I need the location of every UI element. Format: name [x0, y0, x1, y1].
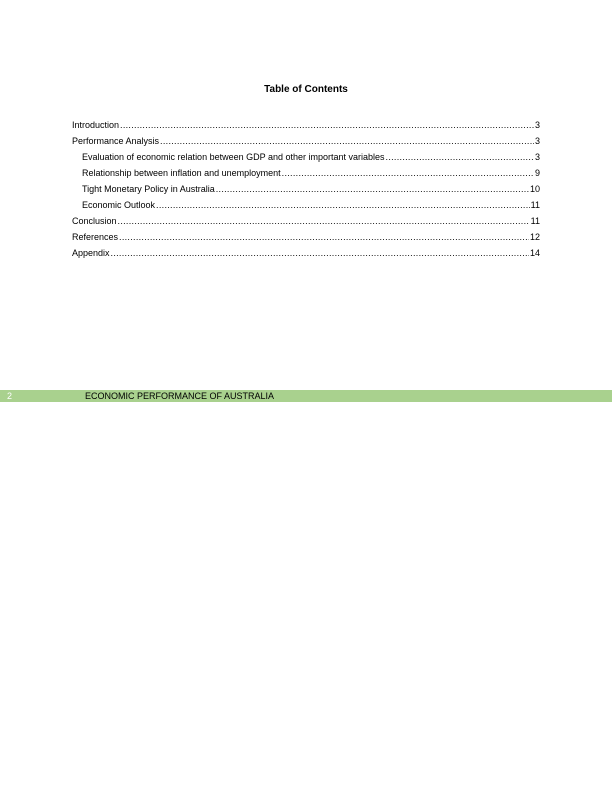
- toc-entry-label: References: [72, 232, 119, 242]
- toc-entry-introduction[interactable]: [72, 115, 540, 131]
- toc-entry-references[interactable]: [72, 227, 540, 243]
- toc-leader-dots: [120, 120, 534, 131]
- toc-entry-page: 11: [530, 216, 540, 226]
- footer-running-title: ECONOMIC PERFORMANCE OF AUSTRALIA: [85, 391, 275, 401]
- toc-entry-gdp-evaluation[interactable]: [72, 147, 540, 163]
- toc-leader-dots: [119, 232, 529, 243]
- toc-entry-economic-outlook[interactable]: [72, 195, 540, 211]
- toc-leader-dots: [111, 248, 529, 259]
- toc-entry-page: 11: [530, 200, 540, 210]
- toc-entry-appendix[interactable]: [72, 243, 540, 259]
- toc-entry-performance-analysis[interactable]: [72, 131, 540, 147]
- toc-entry-page: 3: [534, 136, 540, 146]
- toc-leader-dots: [282, 168, 534, 179]
- toc-entry-label: Appendix: [72, 248, 110, 258]
- toc-leader-dots: [386, 152, 534, 163]
- toc-leader-dots: [216, 184, 529, 195]
- toc-entry-page: 3: [534, 120, 540, 130]
- toc-entry-label: Introduction: [72, 120, 120, 130]
- toc-entry-label: Tight Monetary Policy in Australia: [82, 184, 215, 194]
- toc-leader-dots: [160, 136, 534, 147]
- toc-entry-label: Relationship between inflation and unemployment: [82, 168, 281, 178]
- footer-page-number: 2: [7, 391, 13, 401]
- toc-entry-label: Conclusion: [72, 216, 117, 226]
- toc-entry-page: 9: [534, 168, 540, 178]
- toc-entry-conclusion[interactable]: [72, 211, 540, 227]
- toc-entry-page: 10: [529, 184, 540, 194]
- toc-entry-inflation-unemployment[interactable]: [72, 163, 540, 179]
- toc-leader-dots: [118, 216, 530, 227]
- toc-entry-label: Economic Outlook: [82, 200, 156, 210]
- toc-title: Table of Contents: [264, 84, 348, 95]
- page-footer-band: [0, 390, 612, 402]
- toc-entry-tight-monetary-policy[interactable]: [72, 179, 540, 195]
- toc-entry-label: Evaluation of economic relation between GDP and other important variables: [82, 152, 385, 162]
- table-of-contents: [72, 115, 540, 259]
- toc-leader-dots: [156, 200, 530, 211]
- toc-entry-label: Performance Analysis: [72, 136, 160, 146]
- toc-entry-page: 14: [529, 248, 540, 258]
- toc-entry-page: 12: [529, 232, 540, 242]
- toc-entry-page: 3: [534, 152, 540, 162]
